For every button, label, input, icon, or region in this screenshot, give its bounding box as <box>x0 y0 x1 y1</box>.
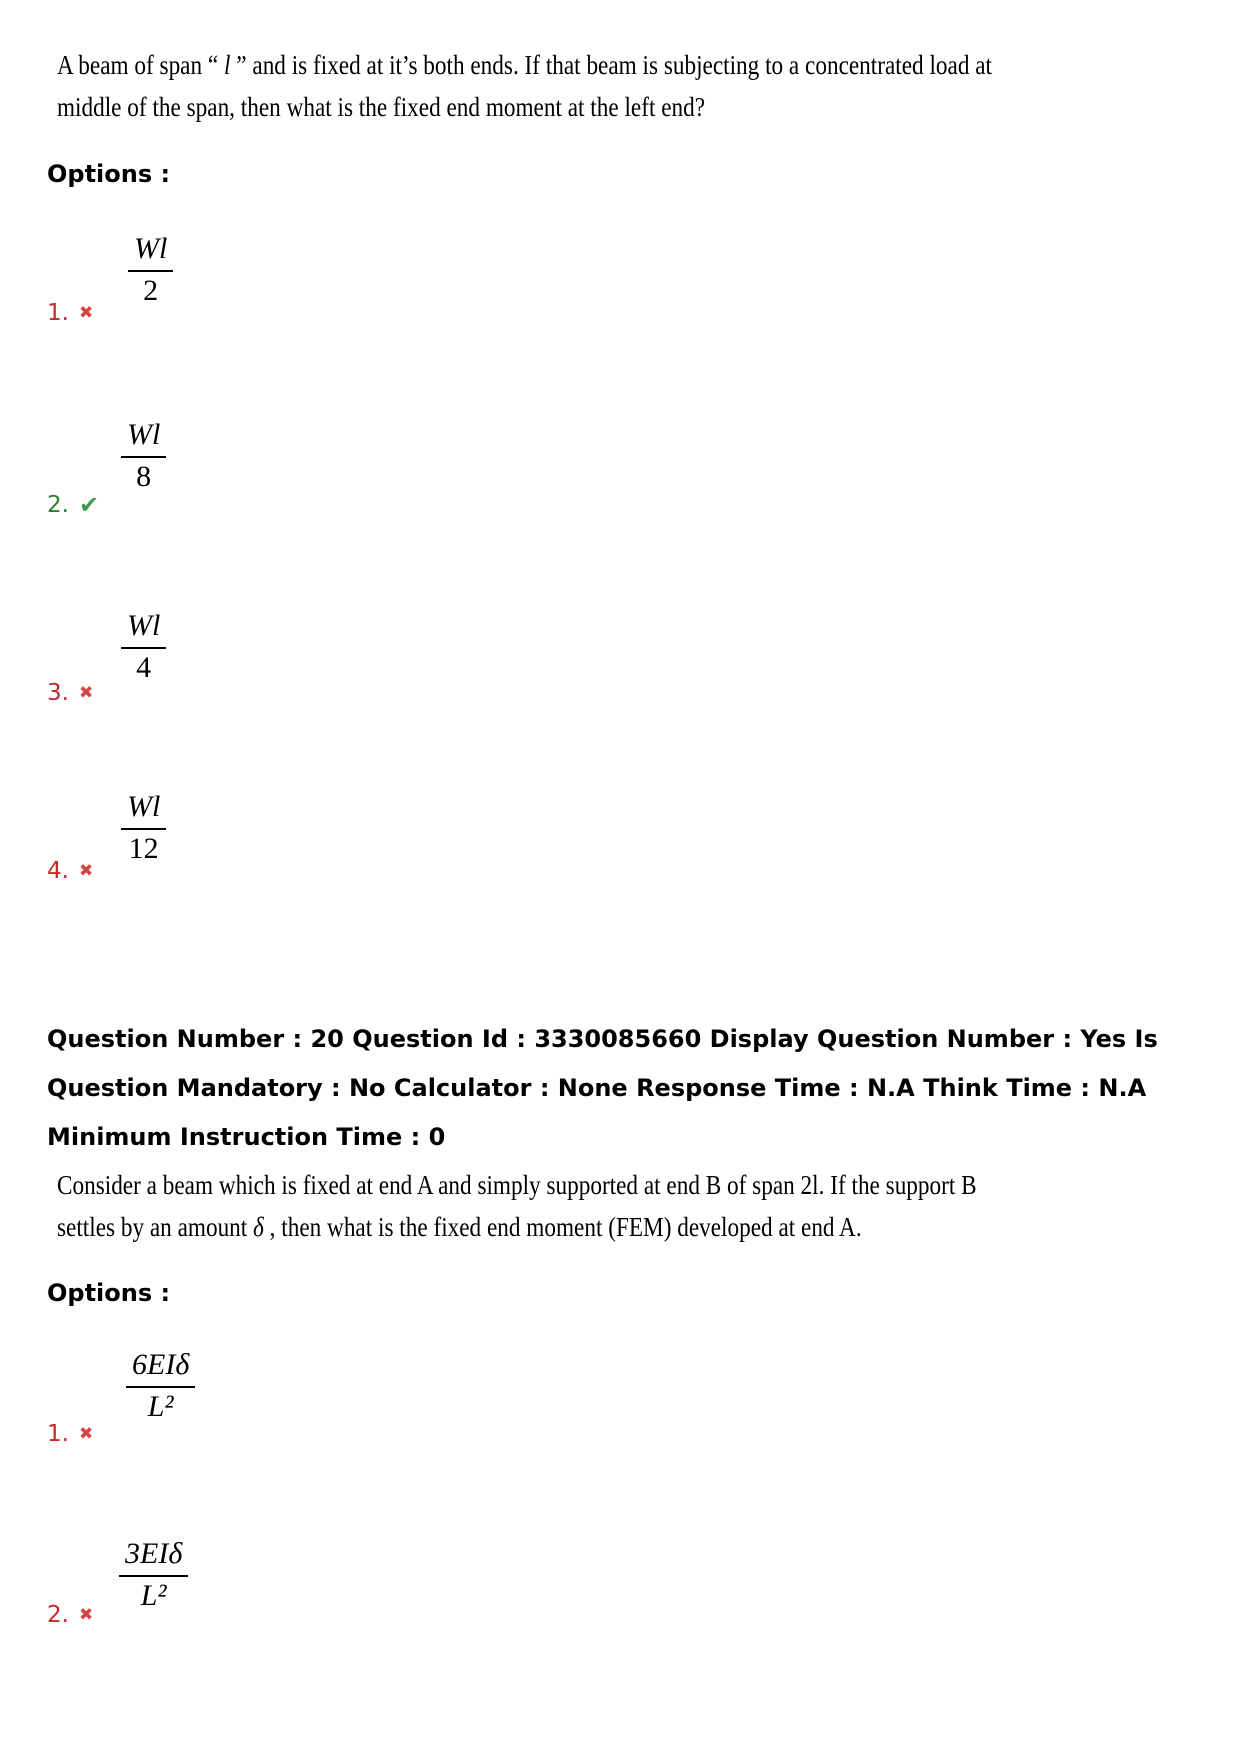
option-2-formula: $\frac{Wl}{8}$ <box>121 418 166 494</box>
question-19-text <box>57 44 992 128</box>
question-20-text <box>57 1164 977 1248</box>
option-1-formula: $\frac{Wl}{2}$ <box>128 232 173 308</box>
options-label-q20: Options : <box>47 1279 171 1307</box>
option-2[interactable] <box>47 491 99 519</box>
option-number: 3. <box>47 680 69 706</box>
cross-icon: ✖ <box>78 861 94 881</box>
option-number: 2. <box>47 492 69 518</box>
option-4[interactable] <box>47 858 93 884</box>
options-label-q19: Options : <box>47 160 171 188</box>
option-number: 1. <box>47 300 69 326</box>
option-number: 1. <box>47 1421 69 1447</box>
q20-option-2[interactable] <box>47 1602 93 1628</box>
question-20-line-1: Consider a beam which is fixed at end A and simply supported at end B of span 2l. If the support B <box>57 1170 977 1200</box>
cross-icon: ✖ <box>78 1424 94 1444</box>
cross-icon: ✖ <box>78 683 94 703</box>
question-20-line-2: settles by an amount δ , then what is the fixed end moment (FEM) developed at end A. <box>57 1212 862 1242</box>
q20-option-2-formula: 3EIδ L² <box>119 1537 188 1613</box>
option-1[interactable] <box>47 300 93 326</box>
cross-icon: ✖ <box>78 1605 94 1625</box>
option-3[interactable] <box>47 680 93 706</box>
option-4-formula: $\frac{Wl}{12}$ <box>121 790 166 866</box>
check-icon: ✔ <box>78 491 100 519</box>
question-19-line-1: A beam of span “ l ” and is fixed at it’s both ends. If that beam is subjecting to a concentrated load at <box>57 50 993 80</box>
question-19-line-2: middle of the span, then what is the fixed end moment at the left end? <box>57 92 706 122</box>
option-3-formula: $\frac{Wl}{4}$ <box>121 609 166 685</box>
option-number: 4. <box>47 858 69 884</box>
question-20-meta: Question Number : 20 Question Id : 3330085660 Display Question Number : Yes Is Question Mandatory : No Calculator : None Response Time : N.A Think Time : N.A Minimum Instruction Time : 0 <box>47 1025 1158 1151</box>
q20-option-1-formula: 6EIδ L² <box>126 1348 195 1424</box>
q20-option-1[interactable] <box>47 1421 93 1447</box>
cross-icon: ✖ <box>78 303 94 323</box>
option-number: 2. <box>47 1602 69 1628</box>
